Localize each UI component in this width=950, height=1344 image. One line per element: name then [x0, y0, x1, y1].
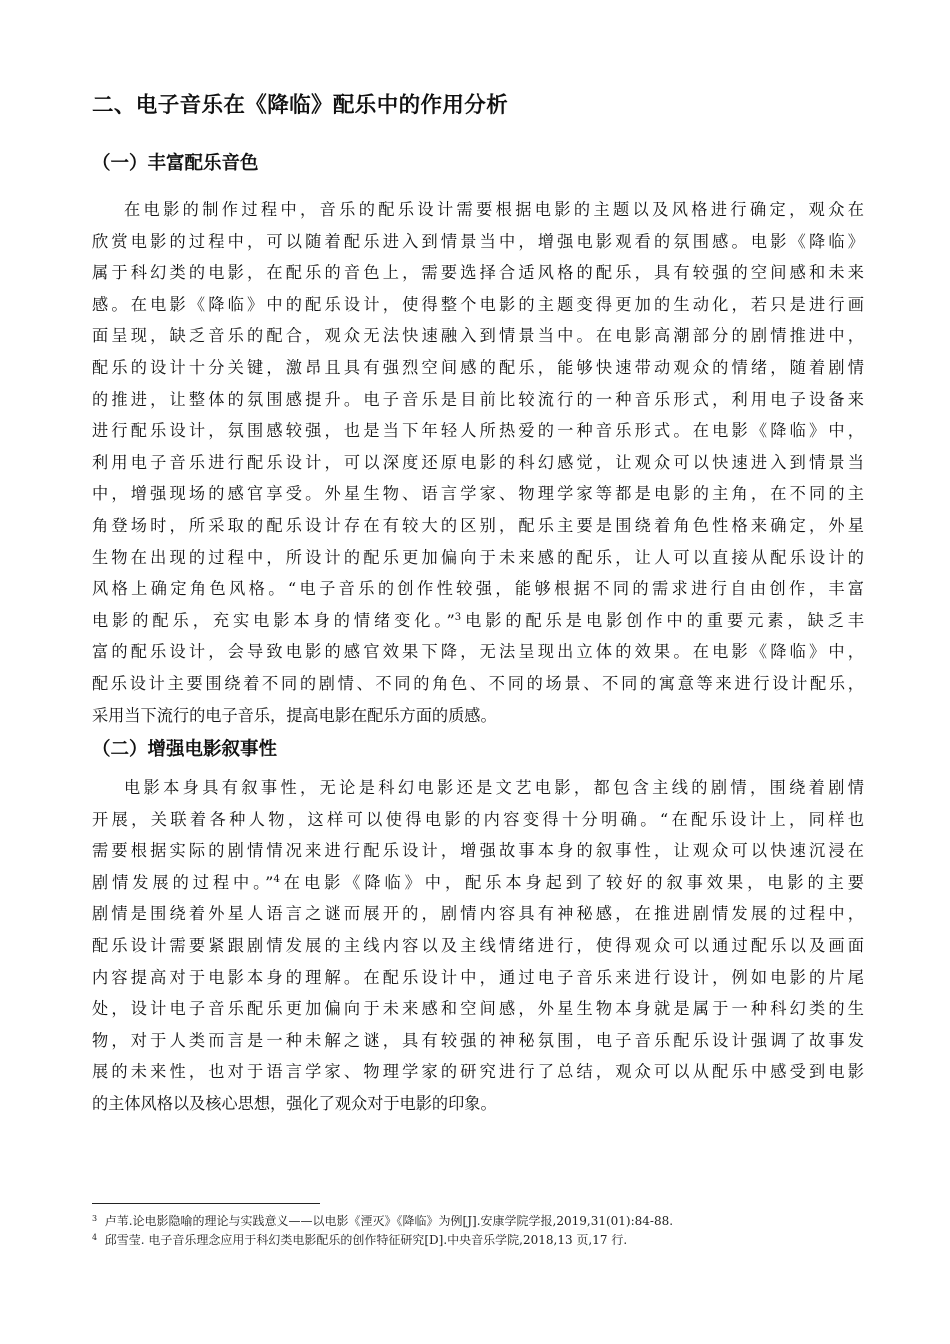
paragraph-line-with-footnote: [92, 605, 864, 637]
line-text: 剧情发展的过程中。”: [92, 872, 274, 892]
paragraph-line: 处，设计电子音乐配乐更加偏向于未来感和空间感，外星生物本身就是属于一种科幻类的生: [92, 999, 864, 1019]
paragraph-1: [92, 194, 864, 731]
paragraph-line: 进行配乐设计，氛围感较强，也是当下年轻人所热爱的一种音乐形式。在电影《降临》中，: [92, 421, 864, 441]
footnote-ref-3[interactable]: 3: [454, 611, 462, 623]
subsection-title-2: （二）增强电影叙事性: [92, 739, 278, 760]
paragraph-line: 欣赏电影的过程中，可以随着配乐进入到情景当中，增强电影观看的氛围感。电影《降临》: [92, 231, 864, 251]
footnote-mark: 4: [92, 1233, 98, 1242]
paragraph-line: 物，对于人类而言是一种未解之谜，具有较强的神秘氛围，电子音乐配乐设计强调了故事发: [92, 1030, 864, 1050]
paragraph-line: 采用当下流行的电子音乐，提高电影在配乐方面的质感。: [92, 705, 497, 725]
paragraph-line: 面呈现，缺乏音乐的配合，观众无法快速融入到情景当中。在电影高潮部分的剧情推进中，: [92, 326, 864, 346]
paragraph-line: 的主体风格以及核心思想，强化了观众对于电影的印象。: [92, 1093, 497, 1113]
paragraph-line: 富的配乐设计，会导致电影的感官效果下降，无法呈现出立体的效果。在电影《降临》中，: [92, 642, 864, 662]
paragraph-line: 利用电子音乐进行配乐设计，可以深度还原电影的科幻感觉，让观众可以快速进入到情景当: [92, 452, 864, 472]
paragraph-line: 内容提高对于电影本身的理解。在配乐设计中，通过电子音乐来进行设计，例如电影的片尾: [92, 967, 864, 987]
footnote-ref-4[interactable]: 4: [273, 873, 280, 885]
line-text: 电影的配乐，充实电影本身的情绪变化。”: [92, 610, 455, 630]
footnote-mark: 3: [92, 1214, 98, 1223]
paragraph-2: [92, 772, 864, 1120]
section-title: 二、电子音乐在《降临》配乐中的作用分析: [92, 93, 509, 118]
paragraph-line: 的推进，让整体的氛围感提升。电子音乐是目前比较流行的一种音乐形式，利用电子设备来: [92, 389, 864, 409]
footnote-text: 卢苇.论电影隐喻的理论与实践意义——以电影《湮灭》《降临》为例[J].安康学院学报,2019,31(01):84-88.: [104, 1214, 674, 1228]
footnote-separator: [92, 1203, 320, 1204]
paragraph-line: 中，增强现场的感官享受。外星生物、语言学家、物理学家等都是电影的主角，在不同的主: [92, 484, 864, 504]
paragraph-line: 配乐设计需要紧跟剧情发展的主线内容以及主线情绪进行，使得观众可以通过配乐以及画面: [92, 935, 864, 955]
paragraph-line: 剧情是围绕着外星人语言之谜而展开的，剧情内容具有神秘感，在推进剧情发展的过程中，: [92, 904, 864, 924]
paragraph-line: 属于科幻类的电影，在配乐的音色上，需要选择合适风格的配乐，具有较强的空间感和未来: [92, 263, 864, 283]
subsection-title-1: （一）丰富配乐音色: [92, 153, 259, 174]
paragraph-line: 生物在出现的过程中，所设计的配乐更加偏向于未来感的配乐，让人可以直接从配乐设计的: [92, 547, 864, 567]
paragraph-line: 展的未来性，也对于语言学家、物理学家的研究进行了总结，观众可以从配乐中感受到电影: [92, 1062, 864, 1082]
line-text: 电影的配乐是电影创作中的重要元素，缺乏丰: [461, 610, 864, 630]
paragraph-line: 开展，关联着各种人物，这样可以使得电影的内容变得十分明确。“在配乐设计上，同样也: [92, 809, 864, 829]
paragraph-line: 配乐的设计十分关键，激昂且具有强烈空间感的配乐，能够快速带动观众的情绪，随着剧情: [92, 357, 864, 377]
footnote-3: [92, 1214, 892, 1229]
line-text: 在电影《降临》中，配乐本身起到了较好的叙事效果，电影的主要: [279, 872, 864, 892]
footnote-4: [92, 1233, 892, 1248]
paragraph-line: 感。在电影《降临》中的配乐设计，使得整个电影的主题变得更加的生动化，若只是进行画: [92, 294, 864, 314]
paragraph-line: 风格上确定角色风格。“电子音乐的创作性较强，能够根据不同的需求进行自由创作，丰富: [92, 579, 864, 599]
paragraph-line: 电影本身具有叙事性，无论是科幻电影还是文艺电影，都包含主线的剧情，围绕着剧情: [124, 778, 864, 797]
paragraph-line: 角登场时，所采取的配乐设计存在有较大的区别，配乐主要是围绕着角色性格来确定，外星: [92, 515, 864, 535]
paragraph-line: 在电影的制作过程中，音乐的配乐设计需要根据电影的主题以及风格进行确定，观众在: [124, 200, 864, 219]
paragraph-line-with-footnote: [92, 867, 864, 899]
paragraph-line: 需要根据实际的剧情情况来进行配乐设计，增强故事本身的叙事性，让观众可以快速沉浸在: [92, 841, 864, 861]
paragraph-line: 配乐设计主要围绕着不同的剧情、不同的角色、不同的场景、不同的寓意等来进行设计配乐，: [92, 673, 864, 693]
footnote-text: 邱雪莹. 电子音乐理念应用于科幻类电影配乐的创作特征研究[D].中央音乐学院,2018,13 页,17 行.: [104, 1233, 628, 1247]
